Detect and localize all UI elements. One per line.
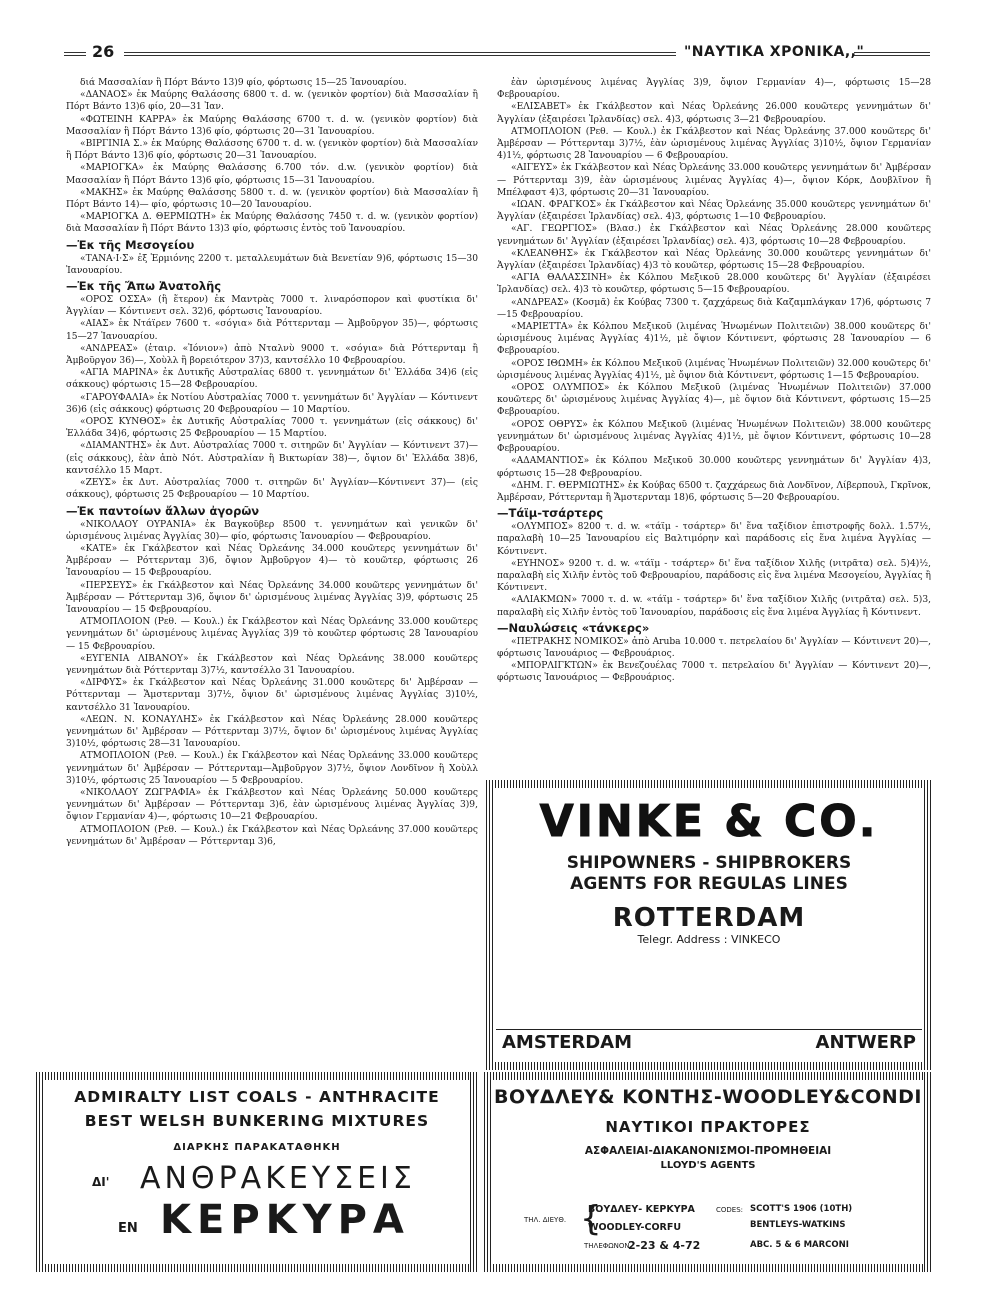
admiralty-coal-advertisement (36, 1072, 478, 1272)
section-heading: —Ἐκ τῆς Μεσογείου (66, 237, 195, 252)
admiralty-line1: ADMIRALTY LIST COALS - ANTHRACITE (74, 1088, 440, 1106)
charter-paragraph: «ΛΕΩΝ. Ν. ΚΟΝΑΥΛΗΣ» ἐκ Γκάλβεστον καὶ Νέας Ὀρλεάνης 28.000 κουῶτερς γεννημάτων δι' Ἀμβέρσαν — Ρόττερνταμ 3)7½, ὄψιον δι' ὡρισμένους λιμένας Ἀγγλίας 3)10½, φόρτωσις 28—31 Ἰανουαρίου. (66, 714, 478, 750)
charter-paragraph: «ΔΙΑΜΑΝΤΗΣ» ἐκ Δυτ. Αὐστραλίας 7000 τ. σιτηρῶν δι' Ἀγγλίαν — Κόντινεντ 37)— (εἰς σάκκους), ἐὰν ἀπὸ Νότ. Αὐστραλίαν ἢ Βικτωρίαν 38)—, ὄψιον δι' Ἑλλάδα 38)6, καντσέλλο 15 Μαρτ. (66, 441, 478, 476)
vinke-advertisement (486, 780, 932, 1070)
brace-icon: { (580, 1199, 602, 1239)
charter-paragraph: «ΟΛΥΜΠΟΣ» 8200 τ. d. w. «τάϊμ - τσάρτερ» δι' ἕνα ταξίδιον ἐπιστροφῆς δολλ. 1.57½, παραλαβὴ 10—25 Ἰανουαρίου εἰς Βαλτιμόρην καὶ παράδοσις εἰς ἕνα λιμένα Ἀγγλίας — Κόντινεντ. (497, 522, 931, 557)
admiralty-di: ΔΙ' (92, 1175, 110, 1189)
charter-paragraph: «ΑΝΔΡΕΑΣ» (ἑταιρ. «Ἰόνιον») ἀπὸ Νταλνὺ 9000 τ. «σόγια» διὰ Ρόττερνταμ ἢ Ἀμβοῦργον 36)—, Χοὺλλ ἢ βορειότερον 37)3, καντσέλλο 10 Φεβρουαρίου. (66, 343, 478, 367)
charter-paragraph: «ΚΛΕΑΝΘΗΣ» ἐκ Γκάλβεστον καὶ Νέας Ὀρλεάνης 30.000 κουῶτερς γεννημάτων δι' Ἀγγλίαν (ἐξαιρέσει Ἰρλανδίας) 4)3 τὸ κουῶτερ, φόρτωσις 15—28 Φεβρουαρίου. (497, 248, 931, 272)
vinke-city: ROTTERDAM (612, 903, 806, 933)
charter-paragraph: «ΑΛΙΑΚΜΩΝ» 7000 τ. d. w. «τάϊμ - τσάρτερ» δι' ἕνα ταξίδιον Χιλῆς (νιτρᾶτα) σελ. 5)3, παραλαβὴ εἰς Χιλῆν ἐντὸς τοῦ Ἰανουαρίου, παράδοσις εἰς ἕνα λιμένα Ἀγγλίας ἢ Κόντινεντ. (497, 595, 931, 618)
boudley-title: ΒΟΥΔΛΕΥ& ΚΟΝΤΗΣ-WOODLEY&CONDI (493, 1086, 922, 1108)
vinke-antwerp: ANTWERP (815, 1032, 916, 1053)
charter-paragraph: «ΝΙΚΟΛΑΟΥ ΖΩΓΡΑΦΙΑ» ἐκ Γκάλβεστον καὶ Νέας Ὀρλεάνης 50.000 κουῶτερς γεννημάτων δι' Ἀμβέρσαν — Ρόττερνταμ 3)6, ἐὰν ὡρισμένους λιμένας Ἀγγλίας 3)9, ὄψιον Γερμανίαν 4)—, φόρτωσις 10—21 Φεβρουαρίου. (66, 787, 478, 823)
charter-paragraph: «ΜΑΡΙΟΓΚΑ» ἐκ Μαύρης Θαλάσσης 6.700 τόν. d.w. (γενικὸν φορτίον) διὰ Μασσαλίαν ἢ Πόρτ Βάντο 13)6 φίο, φόρτωσις 15—31 Ἰανουαρίου. (66, 163, 478, 186)
charter-paragraph: «ΓΑΡΟΥΦΑΛΙΑ» ἐκ Νοτίου Αὐστραλίας 7000 τ. γεννημάτων δι' Ἀγγλίαν — Κόντινεντ 36)6 (εἰς σάκκους) φόρτωσις 20 Φεβρουαρίου — 10 Μαρτίου. (66, 392, 478, 415)
charter-paragraph: «ΚΑΤΕ» ἐκ Γκάλβεστον καὶ Νέας Ὀρλεάνης 34.000 κουῶτερς γεννημάτων δι' Ἀμβέρσαν — Ρόττερνταμ 3)6, ὄψιον Ἀμβοῦργον 4)— τὸ κουῶτερ, φόρτωσις 26 Ἰανουαρίου — 15 Φεβρουαρίου. (66, 543, 478, 579)
vinke-line1: SHIPOWNERS - SHIPBROKERS (566, 853, 852, 873)
charter-paragraph: διά Μασσαλίαν ἢ Πόρτ Βάντο 13)9 φίο, φόρτωσις 15—25 Ἰανουαρίου. (80, 78, 407, 88)
boudley-advertisement (484, 1072, 932, 1272)
phone-label: ΤΗΛΕΦΩΝΟΝ. (584, 1242, 632, 1250)
vinke-telegraph: Telegr. Address : VINKECO (637, 933, 781, 946)
boudley-subtitle: ΝΑΥΤΙΚΟΙ ΠΡΑΚΤΟΡΕΣ (605, 1118, 811, 1136)
right-column (497, 77, 931, 685)
boudley-services: ΑΣΦΑΛΕΙΑΙ-ΔΙΑΚΑΝΟΝΙΣΜΟΙ-ΠΡΟΜΗΘΕΙΑΙ (584, 1145, 832, 1157)
admiralty-bunkering: ΑΝΘΡΑΚΕΥΣΕΙΣ (140, 1161, 416, 1196)
charter-paragraph: «ΑΙΓΕΥΣ» ἐκ Γκάλβεστον καὶ Νέας Ὀρλεάνης 33.000 κουῶτερς γεννημάτων δι' Ἀμβέρσαν — Ρόττερνταμ 3)9, ἐὰν ὡρισμένους λιμένας Ἀγγλίας 4)—, ὄψιον Κόρκ, Δουβλῖνον ἢ Μπέλφαστ 4)3, φόρτωσις 20—31 Ἰανουαρίου. (497, 163, 931, 198)
charter-paragraph: «ΑΙΑΣ» ἐκ Ντάϊρεν 7600 τ. «σόγια» διὰ Ρόττερνταμ — Ἀμβοῦργον 35)—, φόρτωσις 15—27 Ἰανουαρίου. (66, 319, 478, 342)
charter-paragraph: «ΕΛΙΣΑΒΕΤ» ἐκ Γκάλβεστον καὶ Νέας Ὀρλεάνης 26.000 κουῶτερς γεννημάτων δι' Ἀγγλίαν (ἐξαιρέσει Ἰρλανδίας) σελ. 4)3, φόρτωσις 3—21 Φεβρουαρίου. (497, 102, 931, 125)
code-bentleys: BENTLEYS-WATKINS (750, 1220, 846, 1230)
charter-paragraph: «ΑΔΑΜΑΝΤΙΟΣ» ἐκ Κόλπου Μεξικοῦ 30.000 κουῶτερς γεννημάτων δι' Ἀγγλίαν 4)3, φόρτωσις 15—28 Φεβρουαρίου. (497, 456, 931, 479)
charter-paragraph: «ΑΓΙΑ ΘΑΛΑΣΣΙΝΗ» ἐκ Κόλπου Μεξικοῦ 28.000 κουῶτερς δι' Ἀγγλίαν (ἐξαιρέσει Ἰρλανδίας) σελ. 4)3 τὸ κουῶτερ, φόρτωσις 5—15 Φεβρουαρίου. (497, 273, 931, 296)
admiralty-line5 (36, 1197, 478, 1243)
charter-paragraph: «ΤΑΝΑ·Ι·Σ» ἐξ Ἑρμιόνης 2200 τ. μεταλλευμάτων διὰ Βενετίαν 9)6, φόρτωσις 15—30 Ἰανουαρίου. (66, 253, 478, 276)
vinke-amsterdam: AMSTERDAM (502, 1032, 633, 1053)
charter-paragraph: «ΟΡΟΣ ΟΘΡΥΣ» ἐκ Κόλπου Μεξικοῦ (λιμένας Ἡνωμένων Πολιτειῶν) 38.000 κουῶτερς γεννημάτων δι' ὡρισμένους λιμένας Ἀγγλίας 4)1½, μὲ ὄψιον Κόντινεντ, φόρτωσις 10—28 Φεβρουαρίου. (497, 419, 931, 455)
charter-paragraph: «ΝΙΚΟΛΑΟΥ ΟΥΡΑΝΙΑ» ἐκ Βαγκοῦβερ 8500 τ. γεννημάτων καὶ γενικῶν δι' ὡρισμένους λιμένας Ἀγγλίας 30)— φίο, φόρτωσις Ἰανουαρίου — Φεβρουαρίου. (66, 519, 478, 542)
charter-paragraph: «ΟΡΟΣ ΚΥΝΘΟΣ» ἐκ Δυτικῆς Αὐστραλίας 7000 τ. γεννημάτων (εἰς σάκκους) δι' Ἑλλάδα 34)6, φόρτωσις 25 Φεβρουαρίου — 15 Μαρτίου. (66, 417, 478, 440)
publication-title: "ΝΑΥΤΙΚΑ ΧΡΟΝΙΚΑ,," (684, 44, 865, 60)
section-heading: —Ἐκ τῆς Ἄπω Ἀνατολῆς (66, 279, 222, 294)
vinke-title: VINKE & CO. (539, 796, 879, 847)
page-number: 26 (92, 42, 115, 61)
charter-paragraph: «ΜΠΟΡΛΙΓΚΤΩΝ» ἐκ Βενεζουέλας 7000 τ. πετρελαίου δι' Ἀγγλίαν — Κόντινεντ 20)—, φόρτωσις Ἰανουάριος — Φεβρουάριος. (497, 661, 931, 684)
charter-paragraph: ΑΤΜΟΠΛΟΙΟΝ (Ρεθ. — Κουλ.) ἐκ Γκάλβεστον καὶ Νέας Ὀρλεάνης 37.000 κουῶτερς γεννημάτων δι' Ἀμβέρσαν — Ρόττερνταμ 3)6, (66, 824, 478, 847)
charter-paragraph: «ΑΓΙΑ ΜΑΡΙΝΑ» ἐκ Δυτικῆς Αὐστραλίας 6800 τ. γεννημάτων δι' Ἑλλάδα 34)6 (εἰς σάκκους) φόρτωσις 15—28 Φεβρουαρίου. (66, 368, 478, 391)
charter-paragraph: ἐὰν ὡρισμένους λιμένας Ἀγγλίας 3)9, ὄψιον Γερμανίαν 4)—, φόρτωσις 15—28 Φεβρουαρίου. (497, 78, 931, 101)
charter-paragraph: «ΠΕΡΣΕΥΣ» ἐκ Γκάλβεστον καὶ Νέας Ὀρλεάνης 34.000 κουῶτερς γεννημάτων δι' Ἀμβέρσαν — Ρόττερνταμ 3)6, ὄψιον δι' ὡρισμένους λιμένας Ἀγγλίας 3)9, φόρτωσις 25 Ἰανουαρίου — 15 Φεβρουαρίου. (66, 580, 478, 615)
code-scotts: SCOTT'S 1906 (10TH) (750, 1204, 853, 1214)
telegraph-latin: WOODLEY-CORFU (588, 1222, 682, 1233)
page-header (64, 44, 930, 64)
charter-paragraph: ΑΤΜΟΠΛΟΙΟΝ (Ρεθ. — Κουλ.) ἐκ Γκάλβεστον καὶ Νέας Ὀρλεάνης 37.000 κουῶτερς δι' Ἀμβέρσαν — Ρόττερνταμ 3)7½, ἐὰν ὡρισμένους λιμένας Ἀγγλίας 3)10½, ὄψιον Γερμανίαν 4)1½, φόρτωσις 28 Ἰανουαρίου — 6 Φεβρουαρίου. (497, 126, 931, 162)
boudley-lloyds: LLOYD'S AGENTS (660, 1160, 756, 1171)
vinke-branches (496, 1029, 922, 1056)
charter-paragraph: «ΖΕΥΣ» ἐκ Δυτ. Αὐστραλίας 7000 τ. σιτηρῶν δι' Ἀγγλίαν—Κόντινεντ 37)— (εἰς σάκκους), φόρτωσις 25 Φεβρουαρίου — 10 Μαρτίου. (66, 478, 478, 501)
header-rule-left (64, 52, 86, 56)
admiralty-en: ΕΝ (118, 1221, 138, 1236)
charter-paragraph: «ΕΥΓΕΝΙΑ ΛΙΒΑΝΟΥ» ἐκ Γκάλβεστον καὶ Νέας Ὀρλεάνης 38.000 κουῶτερς γεννημάτων διὰ Ρόττερνταμ 3)7½, καντσέλλο 31 Ἰανουαρίου. (66, 653, 478, 676)
header-rule-middle (124, 52, 676, 56)
left-column (66, 77, 478, 848)
charter-paragraph: «ΜΑΡΙΕΤΤΑ» ἐκ Κόλπου Μεξικοῦ (λιμένας Ἡνωμένων Πολιτειῶν) 38.000 κουῶτερς δι' ὡρισμένους λιμένας Ἀγγλίας 4)1½, μὲ ὄψιον Κόντινεντ, φόρτωσις 28 Ἰανουαρίου — 6 Φεβρουαρίου. (497, 322, 931, 357)
telegraph-label: ΤΗΛ. ΔΙΕΥΘ. (524, 1216, 567, 1224)
charter-paragraph: «ΟΡΟΣ ΙΘΩΜΗ» ἐκ Κόλπου Μεξικοῦ (λιμένας Ἡνωμένων Πολιτειῶν) 32.000 κουῶτερς δι' ὡρισμένους λιμένας Ἀγγλίας 4)1½, μὲ ὄψιον διὰ Κόντινεντ, φόρτωσις 1—15 Φεβρουαρίου. (497, 358, 931, 381)
code-abc: ABC. 5 & 6 MARCONI (750, 1240, 849, 1250)
charter-paragraph: «ΔΑΝΑΟΣ» ἐκ Μαύρης Θαλάσσης 6800 τ. d. w. (γενικὸν φορτίον) διὰ Μασσαλίαν ἢ Πόρτ Βάντο 13)6 φίο, 20—31 Ἰαν. (66, 90, 478, 113)
codes-label: CODES: (716, 1206, 744, 1214)
charter-paragraph: ΑΤΜΟΠΛΟΙΟΝ (Ρεθ. — Κουλ.) ἐκ Γκάλβεστον καὶ Νέας Ὀρλεάνης 33.000 κουῶτερς γεννημάτων δι' Ἀμβέρσαν — Ρόττερνταμ—Ἀμβοῦργον 3)7½, ὄψιον Λονδῖνον ἢ Χοὺλλ 3)10½, φόρτωσις 25 Ἰανουαρίου — 5 Φεβρουαρίου. (66, 751, 478, 786)
telegraph-greek: ΒΟΥΔΛΕΥ- ΚΕΡΚΥΡΑ (588, 1204, 695, 1215)
charter-paragraph: «ΑΓ. ΓΕΩΡΓΙΟΣ» (Βλασ.) ἐκ Γκάλβεστον καὶ Νέας Ὀρλεάνης 28.000 κουῶτερς γεννημάτων δι' Ἀγγλίαν (ἐξαιρέσει Ἰρλανδίας) σελ. 4)3, φόρτωσις 10—28 Φεβρουαρίου. (497, 224, 931, 247)
section-heading: —Ἐκ παντοίων ἄλλων ἀγορῶν (66, 503, 260, 518)
admiralty-city: ΚΕΡΚΥΡΑ (160, 1197, 410, 1243)
charter-paragraph: «ΜΑΡΙΟΓΚΑ Δ. ΘΕΡΜΙΩΤΗ» ἐκ Μαύρης Θαλάσσης 7450 τ. d. w. (γενικὸν φορτίον) διὰ Μασσαλίαν ἢ Πόρτ Βάντο 13)3 φίο, φόρτωσις ἐντὸς τοῦ Ἰανουαρίου. (66, 212, 478, 235)
admiralty-line3: ΔΙΑΡΚΗΣ ΠΑΡΑΚΑΤΑΘΗΚΗ (173, 1142, 341, 1153)
charter-paragraph: «ΠΕΤΡΑΚΗΣ ΝΟΜΙΚΟΣ» ἀπὸ Aruba 10.000 τ. πετρελαίου δι' Ἀγγλίαν — Κόντινεντ 20)—, φόρτωσις Ἰανουάριος — Φεβρουάριος. (497, 636, 931, 659)
charter-paragraph: «ΙΩΑΝ. ΦΡΑΓΚΟΣ» ἐκ Γκάλβεστον καὶ Νέας Ὀρλεάνης 35.000 κουῶτερς γεννημάτων δι' Ἀγγλίαν (ἐξαιρέσει Ἰρλανδίας) σελ. 4)3, φόρτωσις 1—10 Φεβρουαρίου. (497, 200, 931, 223)
charter-paragraph: «ΦΩΤΕΙΝΗ ΚΑΡΡΑ» ἐκ Μαύρης Θαλάσσης 6700 τ. d. w. (γενικὸν φορτίον) διὰ Μασσαλίαν ἢ Πόρτ Βάντο 13)6 φίο, φόρτωσις 20—31 Ἰανουαρίου. (66, 114, 478, 137)
phone-numbers: 2-23 & 4-72 (628, 1239, 701, 1252)
charter-paragraph: «ΜΑΚΗΣ» ἐκ Μαύρης Θαλάσσης 5800 τ. d. w. (γενικὸν φορτίον) διὰ Μασσαλίαν ἢ Πόρτ Βάντο 14)— φίο, φόρτωσις 10—20 Ἰανουαρίου. (66, 187, 478, 211)
charter-paragraph: «ΔΙΡΦΥΣ» ἐκ Γκάλβεστον καὶ Νέας Ὀρλεάνης 31.000 κουῶτερς δι' Ἀμβέρσαν — Ρόττερνταμ — Ἄμστερνταμ 3)7½, ὄψιον δι' ὡρισμένους λιμένας Ἀγγλίας 3)10½, καντσέλλο 31 Ἰανουαρίου. (66, 678, 478, 713)
charter-paragraph: «ΟΡΟΣ ΟΣΣΑ» (ἢ ἕτερον) ἐκ Μαντρὰς 7000 τ. λιναρόσπορον καὶ φυστίκια δι' Ἀγγλίαν — Κόντινεντ σελ. 32)6, φόρτωσις Ἰανουαρίου. (66, 295, 478, 318)
charter-paragraph: «ΕΥΗΝΟΣ» 9200 τ. d. w. «τάϊμ - τσάρτερ» δι' ἕνα ταξίδιον Χιλῆς (νιτρᾶτα) σελ. 5)4)½, παραλαβὴ εἰς Χιλῆν ἐντὸς τοῦ Φεβρουαρίου, παράδοσις εἰς ἕνα λιμένα Μεσογείου, Ἀγγλίας ἢ Κόντινεντ. (497, 558, 931, 594)
section-heading: —Τάϊμ-τσάρτερς (497, 506, 604, 521)
admiralty-line4 (36, 1161, 478, 1197)
charter-paragraph: ΑΤΜΟΠΛΟΙΟΝ (Ρεθ. — Κουλ.) ἐκ Γκάλβεστον καὶ Νέας Ὀρλεάνης 33.000 κουῶτερς γεννημάτων δι' ὡρισμένους λιμένας Ἀγγλίας 3)9 τὸ κουῶτερ φόρτωσις 28 Ἰανουαρίου — 15 Φεβρουαρίου. (66, 617, 478, 652)
charter-paragraph: «ΑΝΔΡΕΑΣ» (Κοσμᾶ) ἐκ Κούβας 7300 τ. ζαχχάρεως διὰ Καζαμπλάγκαν 17)6, φόρτωσις 7—15 Φεβρουαρίου. (497, 297, 931, 320)
boudley-contacts (524, 1199, 904, 1262)
charter-paragraph: «ΟΡΟΣ ΟΛΥΜΠΟΣ» ἐκ Κόλπου Μεξικοῦ (λιμένας Ἡνωμένων Πολιτειῶν) 37.000 κουῶτερς δι' ὡρισμένους λιμένας Ἀγγλίας 4)—, μὲ ὄψιον διὰ Κόντινεντ, φόρτωσις 15—25 Φεβρουαρίου. (497, 383, 931, 418)
charter-paragraph: «ΔΗΜ. Γ. ΘΕΡΜΙΩΤΗΣ» ἐκ Κούβας 6500 τ. ζαχχάρεως διὰ Λονδῖνον, Λίβερπουλ, Γκρῖνοκ, Ἀμβέρσαν, Ρόττερνταμ ἢ Ἄμστερνταμ 18)6, φόρτωσις 5—20 Φεβρουαρίου. (497, 480, 931, 503)
header-rule-right (854, 52, 930, 56)
section-heading: —Ναυλώσεις «τάνκερς» (497, 620, 650, 635)
charter-paragraph: «ΒΙΡΓΙΝΙΑ Σ.» ἐκ Μαύρης Θαλάσσης 6700 τ. d. w. (γενικὸν φορτίον) διὰ Μασσαλίαν ἢ Πόρτ Βάντο 13)6 φίο, φόρτωσις 20—31 Ἰανουαρίου. (66, 139, 478, 162)
vinke-line2: AGENTS FOR REGULAS LINES (570, 874, 848, 894)
admiralty-line2: BEST WELSH BUNKERING MIXTURES (84, 1112, 430, 1130)
